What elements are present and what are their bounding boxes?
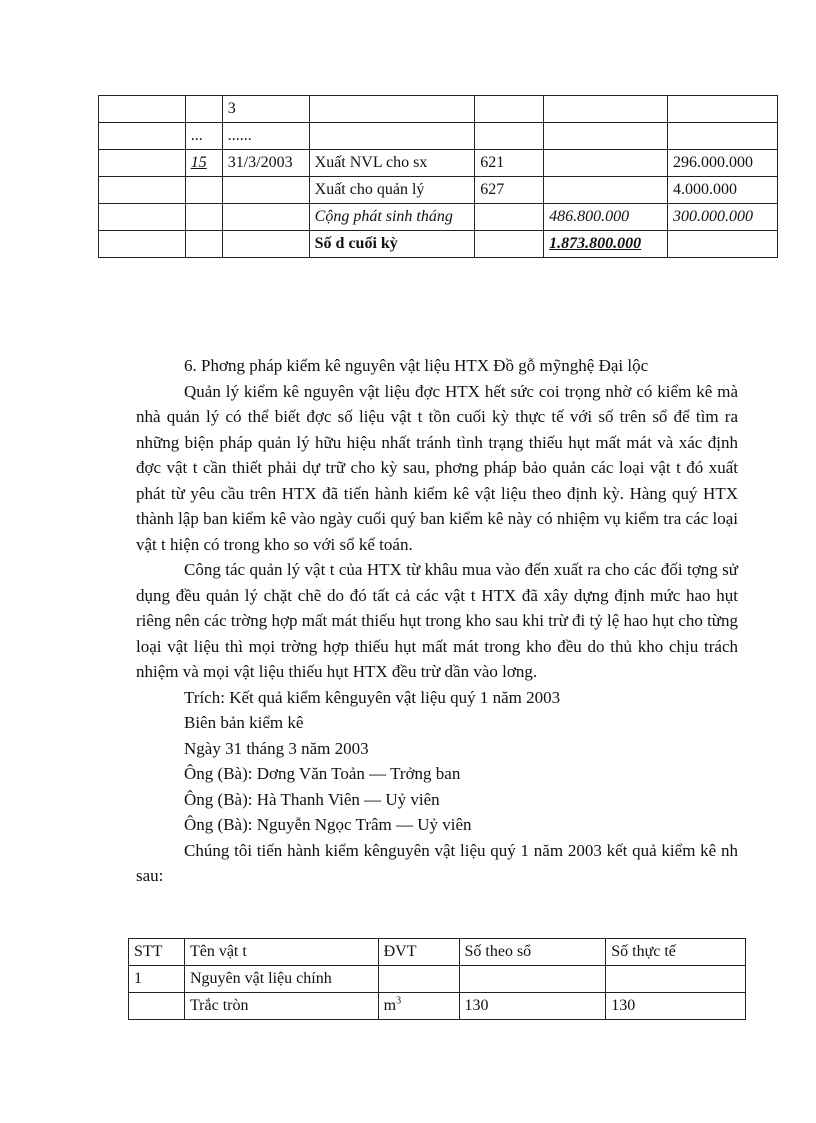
member-line: Ông (Bà): Hà Thanh Viên — Uỷ viên — [184, 789, 440, 809]
table-row — [99, 231, 778, 258]
credit-total: 300.000.000 — [668, 204, 778, 231]
closing-balance-value: 1.873.800.000 — [544, 231, 668, 258]
column-header: Tên vật t — [184, 939, 378, 966]
date-line: Ngày 31 tháng 3 năm 2003 — [184, 738, 369, 758]
table-row: ... ...... — [99, 123, 778, 150]
account-cell: 627 — [475, 177, 544, 204]
total-label: Cộng phát sinh tháng — [309, 204, 475, 231]
member-line: Ông (Bà): Nguyễn Ngọc Trâm — Uỷ viên — [184, 815, 472, 834]
table-row: Trắc tròn $m^3$ 130 130 — [129, 993, 746, 1020]
table-row: 1 Nguyên vật liệu chính — [129, 966, 746, 993]
paragraph: Quản lý kiểm kê nguyên vật liệu đợc HTX hết sức coi trọng nhờ có kiểm kê mà nhà quản lý có thể biết đợc số liệu vật t tồn cuối kỳ thực tế với số trên sổ để tìm ra những biện pháp quản lý hữu hiệu nhất tránh tình trạng thiếu hụt mất mát và xác định đợc vật t cần thiết phải dự trữ cho kỳ sau, phơng pháp bảo quản các loại vật t đó xuất phát từ yêu cầu trên HTX đã tiến hành kiểm kê vật liệu theo định kỳ. Hàng quý HTX thành lập ban kiểm kê vào ngày cuối quý ban kiểm kê này có nhiệm vụ kiểm tra các loại vật t hiện có trong kho so với sổ kế toán. — [136, 381, 738, 554]
unit-cell: $m^3$ — [378, 993, 459, 1020]
credit-cell: 296.000.000 — [668, 150, 778, 177]
table-row — [99, 150, 778, 177]
member-line: Ông (Bà): Dơng Văn Toản — Trởng ban — [184, 764, 461, 783]
column-header: Số thực tế — [606, 939, 746, 966]
minutes-title: Biên bản kiểm kê — [184, 713, 304, 732]
table-row — [99, 96, 778, 123]
description-cell: Xuất cho quản lý — [309, 177, 475, 204]
date-cell: 31/3/2003 — [222, 150, 309, 177]
section-heading: 6. Phơng pháp kiểm kê nguyên vật liệu HTX Đồ gỗ mỹnghệ Đại lộc — [184, 356, 649, 375]
body-text — [136, 353, 738, 889]
ledger-table — [98, 95, 778, 258]
voucher-number: 15 — [185, 150, 222, 177]
column-header: STT — [129, 939, 185, 966]
column-header: Số theo sổ — [459, 939, 606, 966]
date-cell: 3 — [222, 96, 309, 123]
paragraph: Công tác quản lý vật t của HTX từ khâu mua vào đến xuất ra cho các đối tợng sử dụng đều quản lý chặt chẽ do đó tất cả các vật t HTX đã xây dựng định mức hao hụt riêng nên các trờng hợp mất mát thiếu hụt trong kho sau khi trừ đi tỷ lệ hao hụt cho từng loại vật liệu thì mọi trờng hợp thiếu hụt mất mát trong kho đều do thủ kho chịu trách nhiệm và mọi vật liệu thiếu hụt HTX đều trừ dần vào lơng. — [136, 560, 739, 681]
table-header-row — [129, 939, 746, 966]
credit-cell: 4.000.000 — [668, 177, 778, 204]
description-cell: Xuất NVL cho sx — [309, 150, 475, 177]
table-row — [99, 177, 778, 204]
table-row — [99, 204, 778, 231]
inventory-table — [128, 938, 746, 1020]
excerpt-line: Trích: Kết quả kiểm kênguyên vật liệu quý 1 năm 2003 — [184, 687, 561, 707]
paragraph: Chúng tôi tiến hành kiểm kênguyên vật liệu quý 1 năm 2003 kết quả kiểm kê nh sau: — [136, 840, 738, 885]
column-header: ĐVT — [378, 939, 459, 966]
debit-total: 486.800.000 — [544, 204, 668, 231]
closing-balance-label: Số d cuối kỳ — [309, 231, 475, 258]
account-cell: 621 — [475, 150, 544, 177]
